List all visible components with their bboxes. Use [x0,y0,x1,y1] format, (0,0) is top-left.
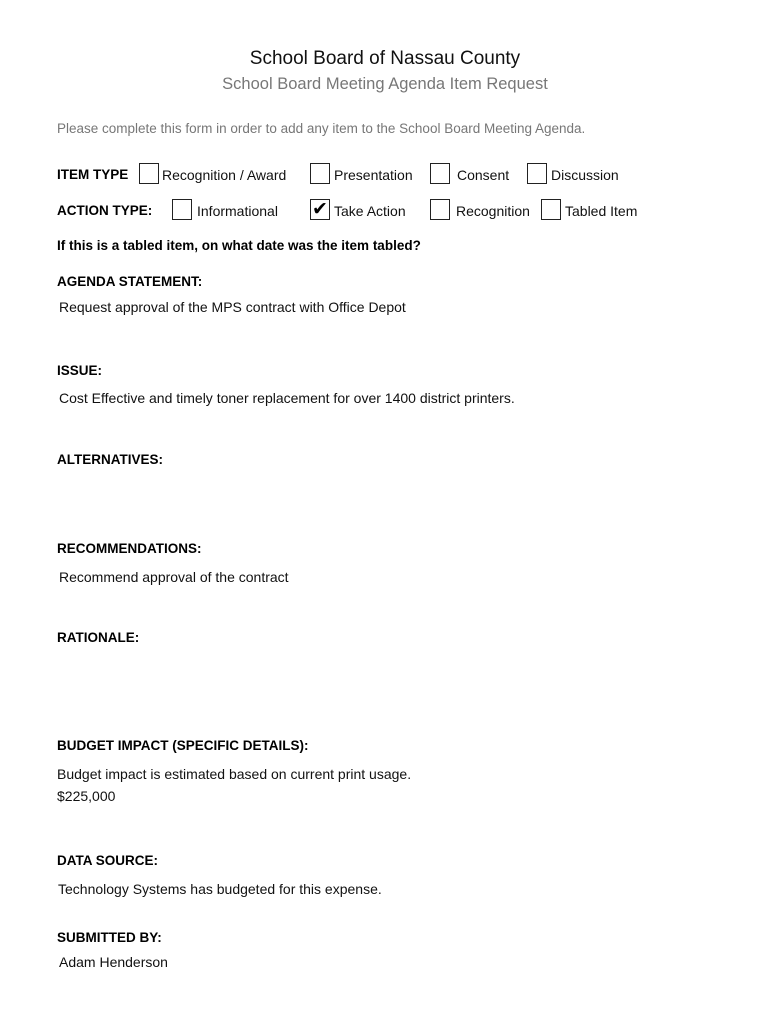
budget-impact-line-1[interactable]: Budget impact is estimated based on current print usage. [57,766,412,782]
action-type-recognition-label: Recognition [456,203,530,219]
action-type-tabled-item-label: Tabled Item [565,203,638,219]
rationale-heading: RATIONALE: [57,630,140,645]
budget-impact-heading: BUDGET IMPACT (SPECIFIC DETAILS): [57,738,309,753]
rationale-field[interactable] [59,652,709,732]
action-type-take-action-label: Take Action [334,203,406,219]
issue-field[interactable]: Cost Effective and timely toner replacement for over 1400 district printers. [59,390,515,406]
item-type-recognition-award-label: Recognition / Award [162,167,287,183]
issue-heading: ISSUE: [57,363,103,378]
item-type-presentation-checkbox[interactable] [310,163,330,184]
checkmark-icon: ✔ [312,199,328,220]
recommendations-field[interactable]: Recommend approval of the contract [59,569,289,585]
data-source-field[interactable]: Technology Systems has budgeted for this expense. [58,881,382,897]
alternatives-field[interactable] [59,474,709,534]
alternatives-heading: ALTERNATIVES: [57,452,163,467]
recommendations-heading: RECOMMENDATIONS: [57,541,202,556]
item-type-consent-checkbox[interactable] [430,163,450,184]
action-type-recognition-checkbox[interactable] [430,199,450,220]
item-type-label: ITEM TYPE [57,167,129,182]
action-type-informational-checkbox[interactable] [172,199,192,220]
budget-impact-amount[interactable]: $225,000 [57,788,116,804]
action-type-tabled-item-checkbox[interactable] [541,199,561,220]
action-type-label: ACTION TYPE: [57,203,153,218]
page-subtitle: School Board Meeting Agenda Item Request [222,75,548,93]
item-type-discussion-checkbox[interactable] [527,163,547,184]
action-type-informational-label: Informational [197,203,278,219]
agenda-statement-heading: AGENDA STATEMENT: [57,274,203,289]
submitted-by-heading: SUBMITTED BY: [57,930,162,945]
item-type-presentation-label: Presentation [334,167,413,183]
item-type-discussion-label: Discussion [551,167,619,183]
tabled-date-question: If this is a tabled item, on what date was the item tabled? [57,238,421,253]
item-type-consent-label: Consent [457,167,510,183]
agenda-statement-field[interactable]: Request approval of the MPS contract with Office Depot [59,299,406,315]
data-source-heading: DATA SOURCE: [57,853,158,868]
submitted-by-field[interactable]: Adam Henderson [59,954,168,970]
item-type-recognition-award-checkbox[interactable] [139,163,159,184]
action-type-take-action-checkbox[interactable] [310,199,330,220]
page-title: School Board of Nassau County [249,48,521,69]
form-instructions: Please complete this form in order to add any item to the School Board Meeting Agenda. [57,121,586,136]
